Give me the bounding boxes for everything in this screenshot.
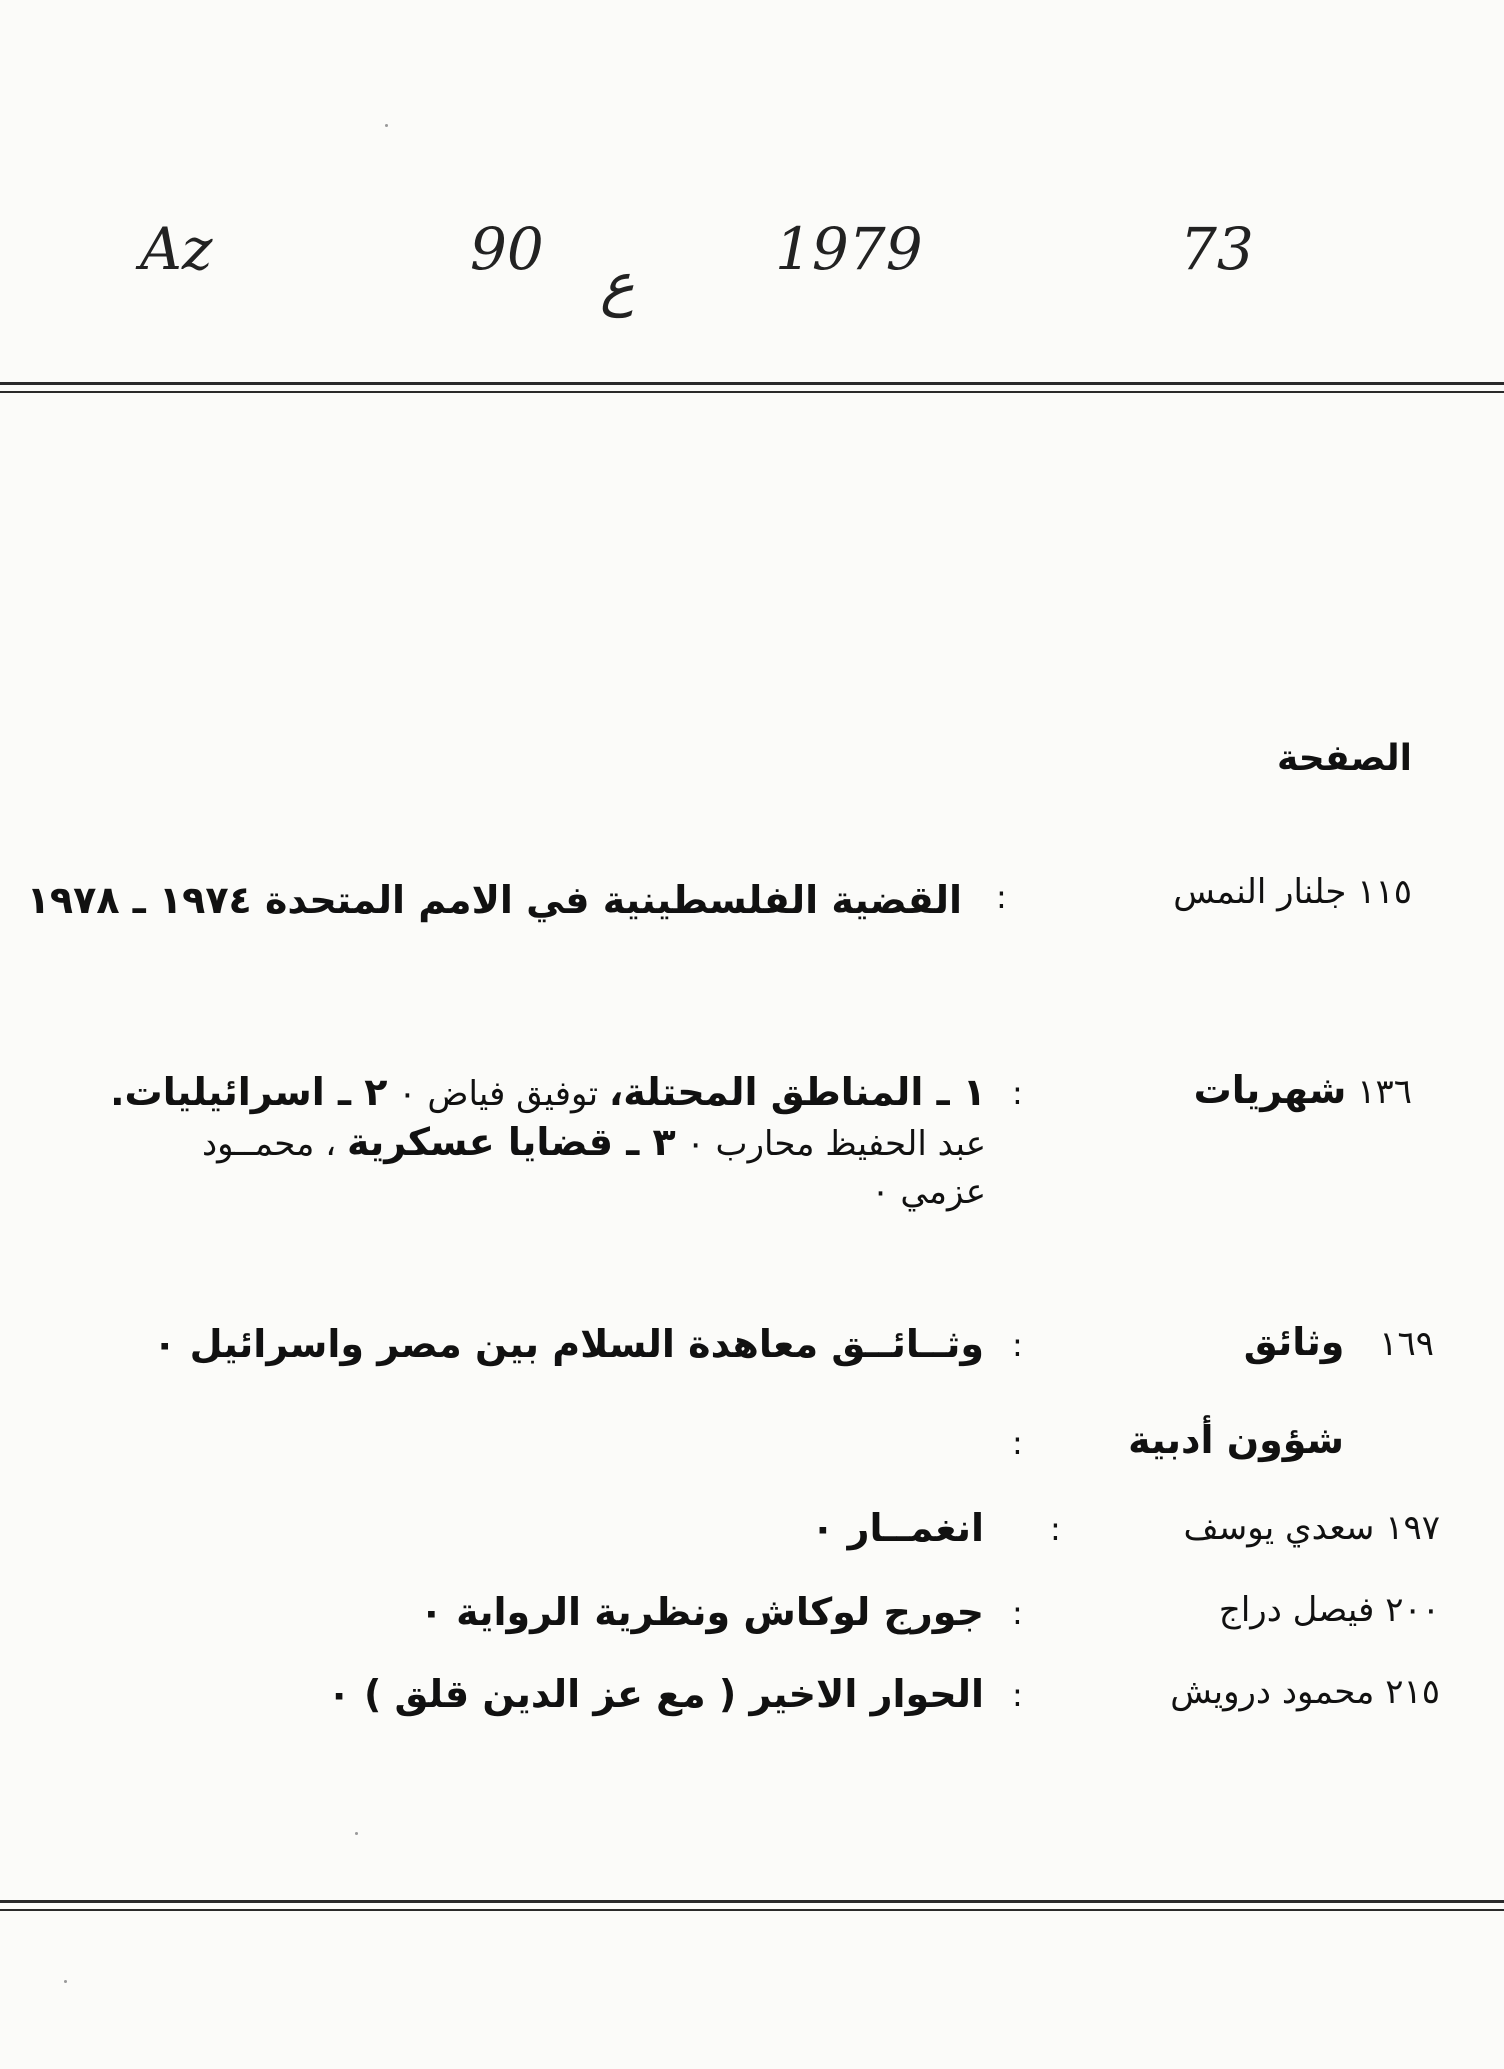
toc-page-number: ١٦٩ [1379,1324,1434,1364]
toc-title-line-3: عزمي ٠ [871,1172,986,1212]
toc-author: فيصل دراج [1218,1590,1375,1630]
toc-title-line-2: عبد الحفيظ محارب ٠ ٣ ـ قضايا عسكرية ، محمــود [201,1120,986,1164]
toc-author: سعدي يوسف [1183,1508,1375,1548]
bottom-double-rule [0,1900,1504,1911]
toc-colon: : [996,878,1007,916]
toc-section-name: شؤون أدبية [1128,1418,1344,1462]
toc-title: الحوار الاخير ( مع عز الدين قلق ) ٠ [327,1672,984,1716]
handwritten-page-number: 73 [1180,215,1254,283]
handwritten-issue-number: 90 [470,215,544,283]
toc-section-heading [1128,1418,1344,1462]
toc-title-line-1: ١ ـ المناطق المحتلة، توفيق فياض ٠ ٢ ـ اسرائيليات. [110,1070,986,1114]
handwritten-reference: Az [140,215,213,283]
toc-title: وثــائــق معاهدة السلام بين مصر واسرائيل ٠ [153,1322,984,1366]
toc-colon: : [1012,1326,1023,1364]
toc-entry-page-author [1219,1590,1440,1630]
toc-entry-page-section [1244,1320,1434,1364]
toc-page-number: ٢١٥ [1385,1672,1440,1712]
toc-title: جورج لوكاش ونظرية الرواية ٠ [419,1590,984,1634]
top-double-rule [0,382,1504,393]
toc-page-number: ١١٥ [1357,872,1412,912]
toc-colon: : [1012,1424,1023,1462]
toc-page-number: ٢٠٠ [1385,1590,1440,1630]
toc-page-number: ١٣٦ [1357,1072,1412,1112]
toc-colon: : [1012,1676,1023,1714]
toc-colon: : [1012,1074,1023,1112]
toc-author: جلنار النمس [1173,872,1347,912]
toc-page-number: ١٩٧ [1385,1508,1440,1548]
toc-section-name: وثائق [1243,1320,1345,1364]
scan-speck [385,124,388,127]
toc-title: القضية الفلسطينية في الامم المتحدة ١٩٧٤ ـ ١٩٧٨ [26,878,962,922]
scan-speck [64,1980,67,1983]
toc-entry-page-author [1170,1672,1440,1712]
toc-title: انغمــار ٠ [811,1506,984,1550]
toc-colon: : [1012,1594,1023,1632]
toc-entry-page-section [1194,1068,1412,1112]
handwritten-year: 1979 [775,215,923,283]
toc-entry-page-author [1173,872,1412,912]
handwritten-ain-letter: ع [600,250,635,318]
toc-colon: : [1050,1510,1061,1548]
scan-speck [355,1832,358,1835]
toc-author: محمود درويش [1170,1672,1375,1712]
toc-title-block [26,1068,986,1216]
page-column-heading: الصفحة [1276,738,1412,779]
toc-section-name: شهريات [1193,1068,1347,1112]
toc-entry-page-author [1184,1508,1440,1548]
